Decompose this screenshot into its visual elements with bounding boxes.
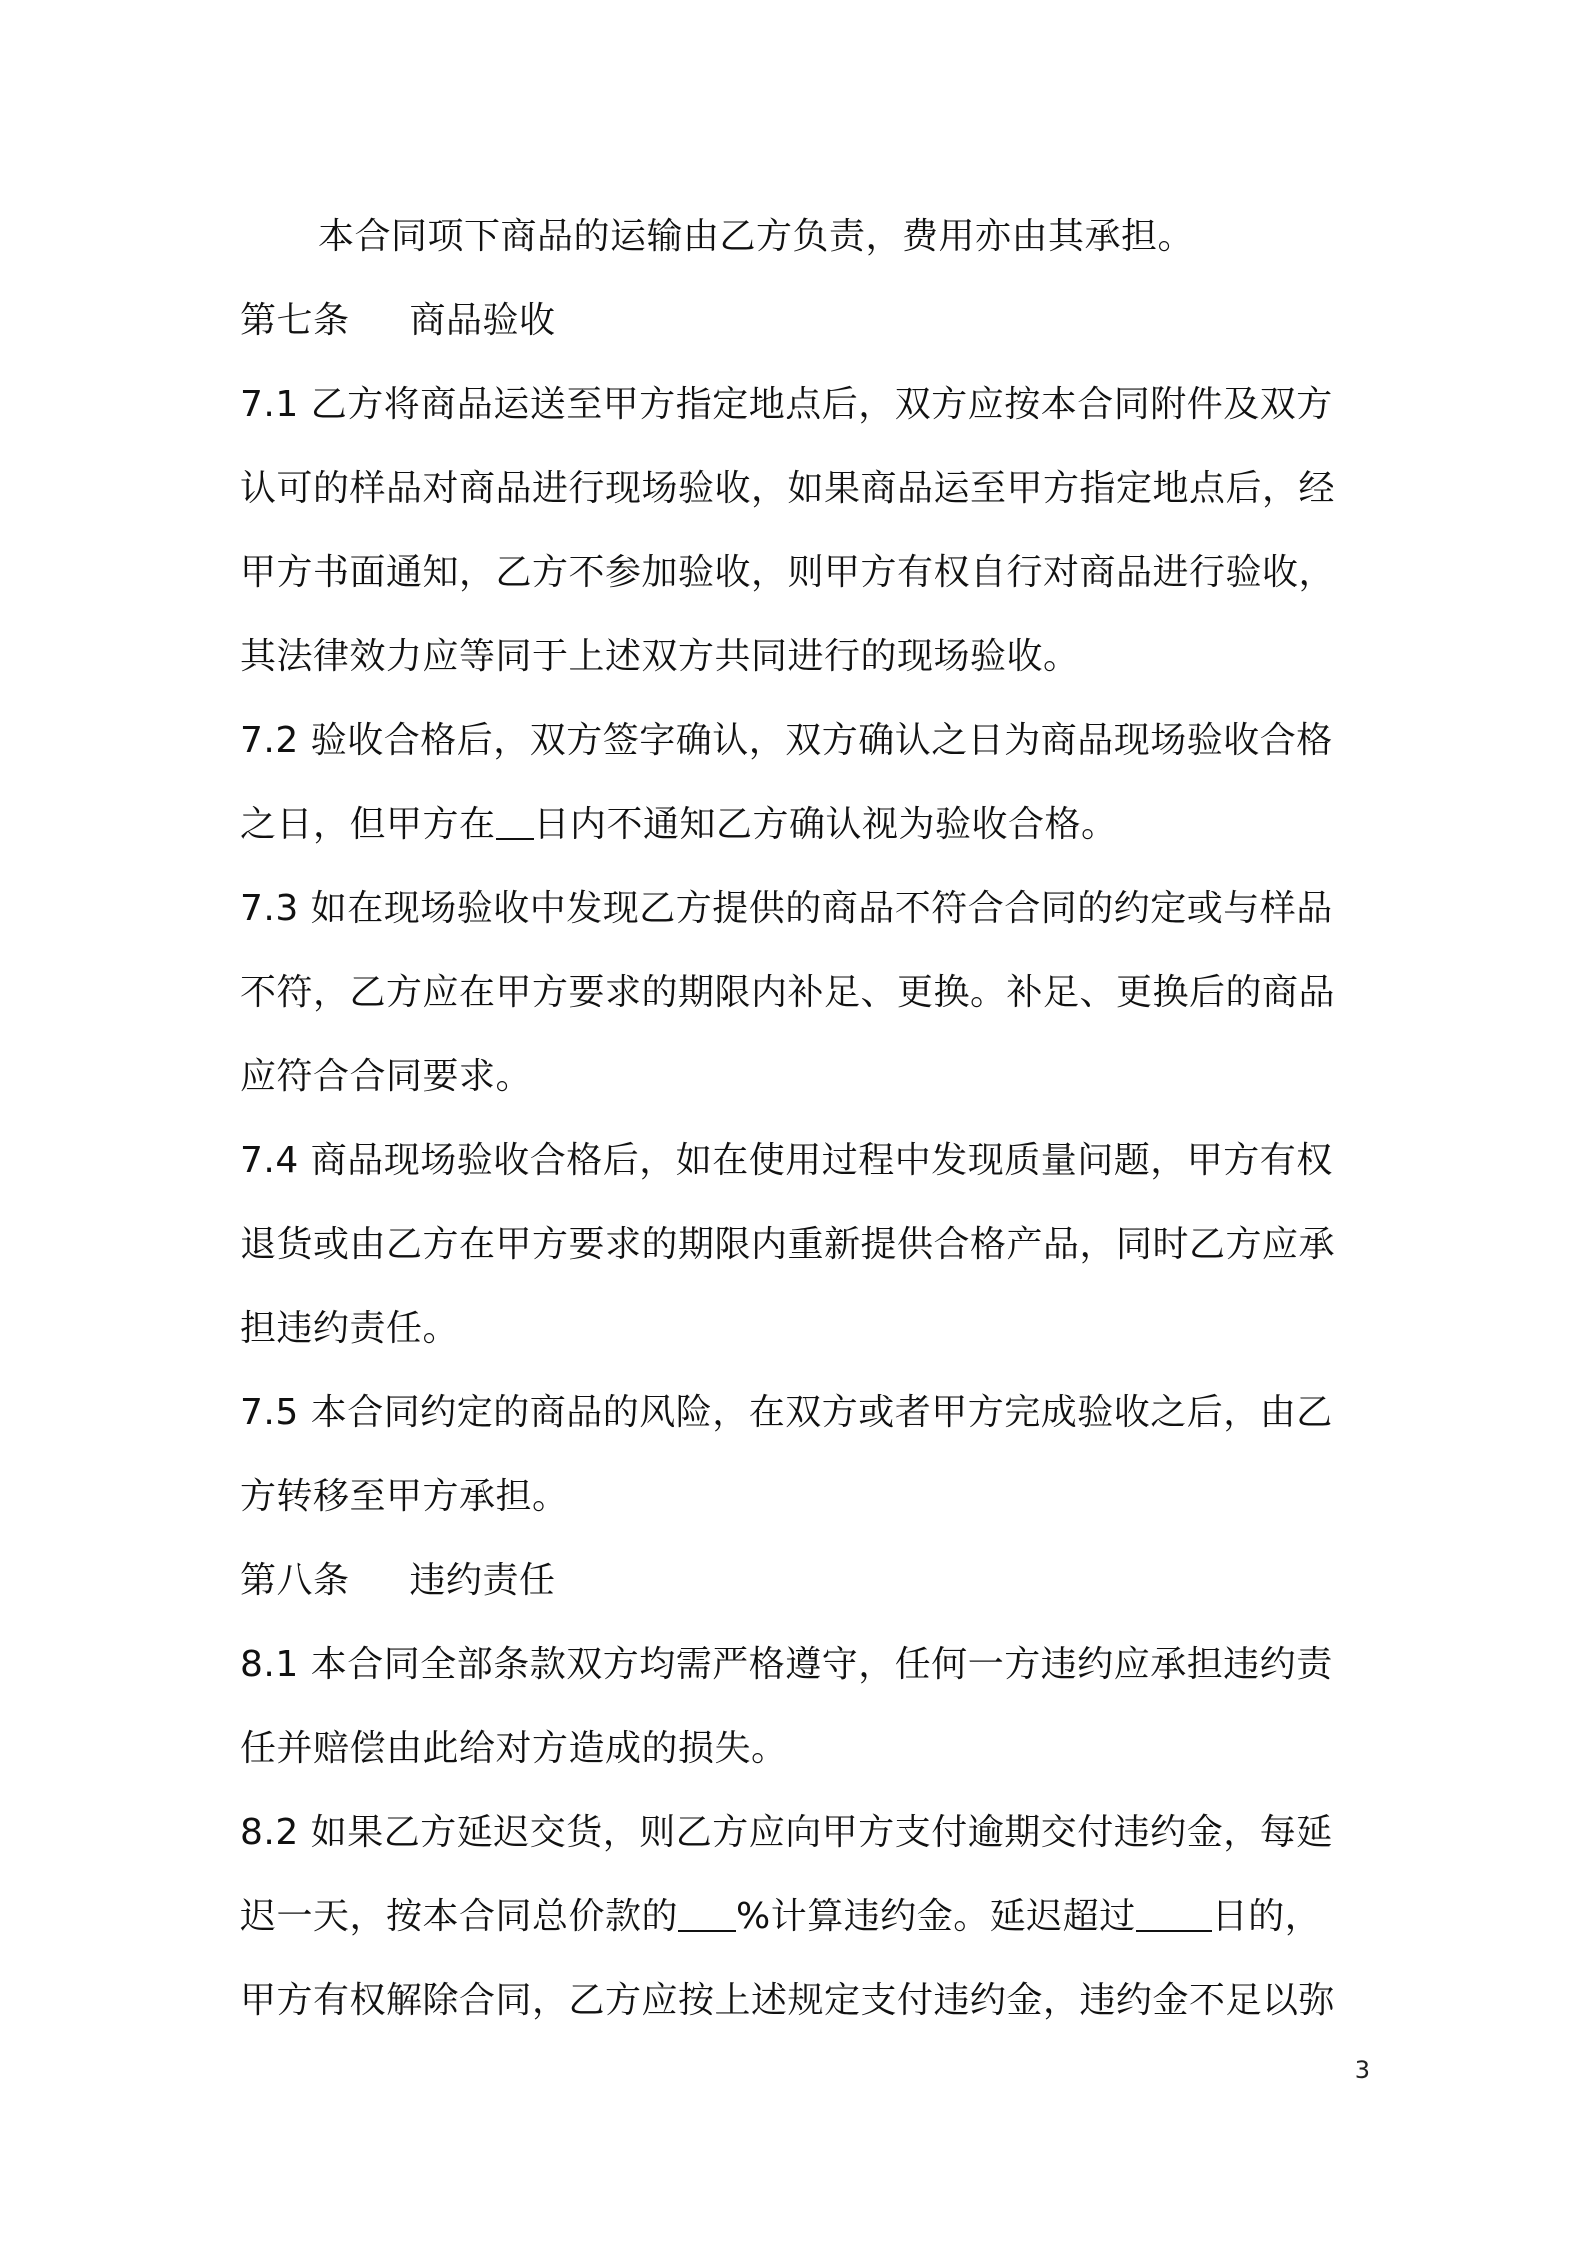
text-line: 7.2 验收合格后，双方签字确认，双方确认之日为商品现场验收合格 [240,720,1333,761]
article-number: 第八条 [240,1560,350,1601]
clause-7-4-line-1 [240,1119,1360,1203]
clause-7-1-line-2 [240,447,1360,531]
clause-7-1-line-1 [240,363,1360,447]
clause-7-5-line-2 [240,1455,1360,1539]
article-7-heading [240,279,1360,363]
clause-7-3-line-3 [240,1035,1360,1119]
clause-8-1-line-1 [240,1623,1360,1707]
text-line: 8.2 如果乙方延迟交货，则乙方应向甲方支付逾期交付违约金，每延 [240,1812,1333,1853]
clause-8-1-line-2 [240,1707,1360,1791]
fill-in-blank [1136,1896,1212,1932]
text-line: 退货或由乙方在甲方要求的期限内重新提供合格产品，同时乙方应承 [240,1224,1336,1265]
clause-8-2-line-1 [240,1791,1360,1875]
fill-in-blank [496,804,534,840]
paragraph-transport [240,195,1360,279]
text-line: 任并赔偿由此给对方造成的损失。 [240,1728,788,1769]
text-line: 7.5 本合同约定的商品的风险，在双方或者甲方完成验收之后，由乙 [240,1392,1333,1433]
text-line: 甲方有权解除合同，乙方应按上述规定支付违约金，违约金不足以弥 [240,1980,1336,2021]
text-line: 7.3 如在现场验收中发现乙方提供的商品不符合合同的约定或与样品 [240,888,1333,929]
text-line: 应符合合同要求。 [240,1056,533,1097]
text-line: 甲方书面通知，乙方不参加验收，则甲方有权自行对商品进行验收， [240,552,1336,593]
clause-7-5-line-1 [240,1371,1360,1455]
text-line: 担违约责任。 [240,1308,460,1349]
article-number: 第七条 [240,300,350,341]
text-segment: 日的， [1211,1896,1322,1937]
text-segment: %计算违约金。延迟超过 [736,1896,1136,1937]
clause-7-1-line-3 [240,531,1360,615]
text-line: 7.4 商品现场验收合格后，如在使用过程中发现质量问题，甲方有权 [240,1140,1333,1181]
text-segment: 迟一天，按本合同总价款的 [240,1896,679,1937]
clause-7-4-line-2 [240,1203,1360,1287]
text-line: 认可的样品对商品进行现场验收，如果商品运至甲方指定地点后，经 [240,468,1336,509]
clause-7-2-line-2 [240,783,1360,867]
text-line: 其法律效力应等同于上述双方共同进行的现场验收。 [240,636,1080,677]
article-8-heading [240,1539,1360,1623]
text-line: 本合同项下商品的运输由乙方负责，费用亦由其承担。 [318,216,1195,257]
page-number: 3 [1354,2056,1370,2084]
clause-7-2-line-1 [240,699,1360,783]
text-line: 不符，乙方应在甲方要求的期限内补足、更换。补足、更换后的商品 [240,972,1336,1013]
text-line: 7.1 乙方将商品运送至甲方指定地点后，双方应按本合同附件及双方 [240,384,1333,425]
text-line: 8.1 本合同全部条款双方均需严格遵守，任何一方违约应承担违约责 [240,1644,1333,1685]
clause-8-2-line-2 [240,1875,1360,1959]
clause-8-2-line-3 [240,1959,1360,2043]
document-body [240,195,1360,2043]
text-segment: 之日，但甲方在 [240,804,496,845]
fill-in-blank [678,1896,736,1932]
clause-7-3-line-2 [240,951,1360,1035]
article-title: 违约责任 [409,1560,556,1601]
clause-7-4-line-3 [240,1287,1360,1371]
text-segment: 日内不通知乙方确认视为验收合格。 [533,804,1118,845]
clause-7-1-line-4 [240,615,1360,699]
text-line: 方转移至甲方承担。 [240,1476,569,1517]
article-title: 商品验收 [409,300,556,341]
clause-7-3-line-1 [240,867,1360,951]
